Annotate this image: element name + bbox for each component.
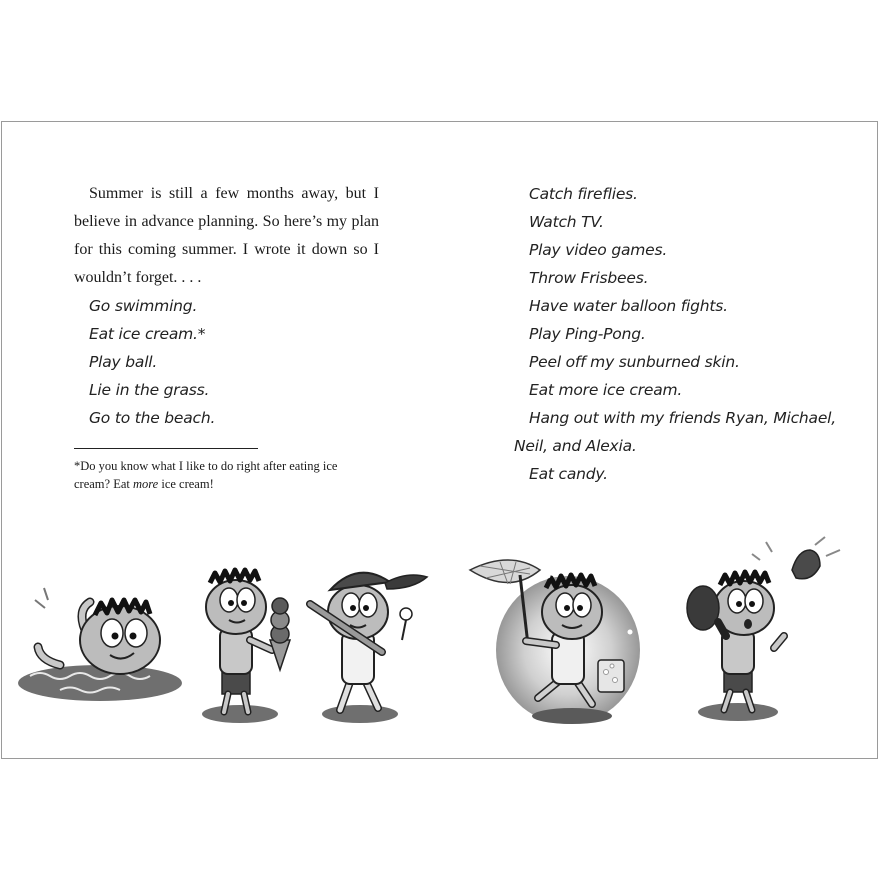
- list-item: Have water balloon fights.: [529, 297, 728, 315]
- list-item: Play video games.: [529, 241, 668, 259]
- list-item: Peel off my sunburned skin.: [529, 353, 740, 371]
- firefly-catching-boy-icon: [470, 560, 640, 724]
- intro-text: Summer is still a few months away, but I believe in advance planning. So here’s my plan for this coming summer. I wrote it down so I wouldn’t forget. . . .: [74, 185, 379, 286]
- list-item: Eat more ice cream.: [529, 381, 683, 399]
- list-item: Go to the beach.: [89, 409, 216, 427]
- list-item: Play Ping-Pong.: [529, 325, 646, 343]
- list-item: Eat candy.: [529, 465, 608, 483]
- baseball-boy-icon: [310, 573, 427, 723]
- list-item: Eat ice cream.*: [89, 325, 206, 343]
- swimming-boy-icon: [18, 588, 182, 701]
- footnote-text-end: ice cream!: [158, 477, 214, 491]
- footnote: [74, 457, 374, 493]
- list-item: Hang out with my friends Ryan, Michael,: [529, 409, 837, 427]
- ice-cream-boy-icon: [202, 570, 290, 723]
- footnote-text: *Do you know what I like to do right after eating ice cream? Eat: [74, 459, 338, 491]
- list-item: Watch TV.: [529, 213, 604, 231]
- intro-paragraph: [74, 180, 379, 292]
- illustration-strip: [0, 520, 880, 730]
- summer-plan-list-left: [89, 292, 389, 432]
- summer-plan-list-right: [514, 180, 844, 488]
- list-item: Throw Frisbees.: [529, 269, 649, 287]
- list-item: Lie in the grass.: [89, 381, 210, 399]
- footnote-emphasis: more: [132, 477, 159, 491]
- list-item: Play ball.: [89, 353, 158, 371]
- list-item-continuation: Neil, and Alexia.: [514, 437, 637, 455]
- list-item: Catch fireflies.: [529, 185, 638, 203]
- list-item: Go swimming.: [89, 297, 198, 315]
- footnote-rule: [74, 448, 258, 449]
- water-balloon-boy-icon: [687, 537, 840, 721]
